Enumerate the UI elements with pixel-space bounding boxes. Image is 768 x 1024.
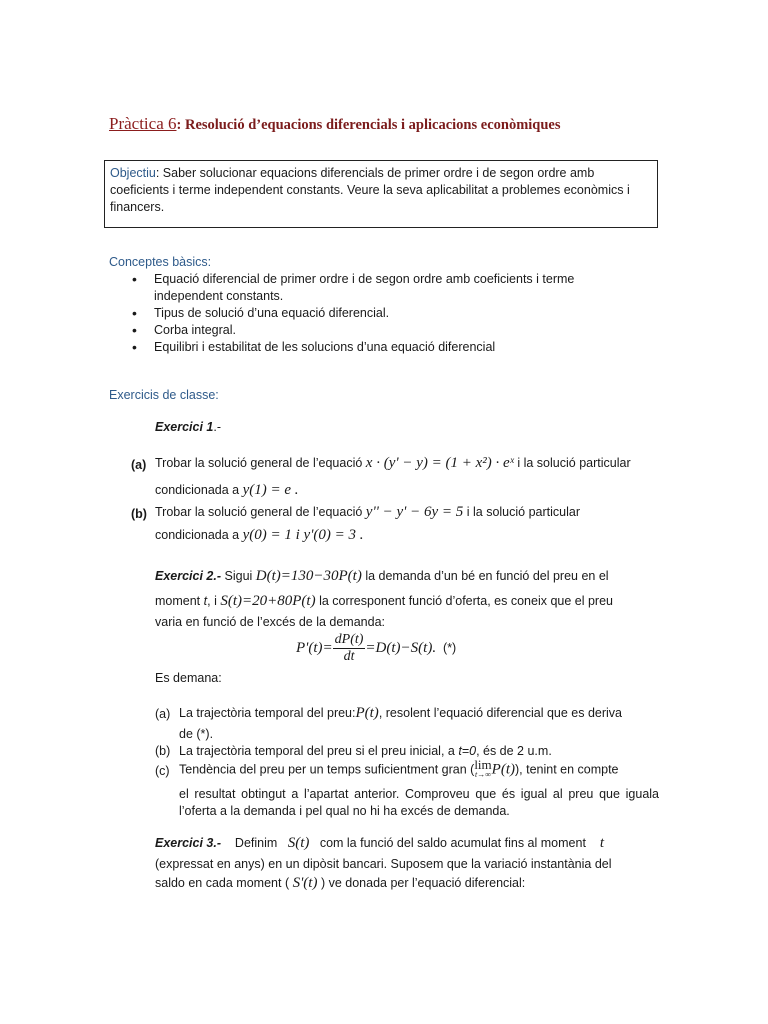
ex2-supply-equation: S(t)=20+80P(t): [220, 593, 316, 609]
ex2-item-c-text2: ), tenint en compte: [514, 762, 619, 777]
ex2-item-a-text1: La trajectòria temporal del preu:: [179, 706, 356, 720]
exercise-1-title: [155, 419, 221, 436]
concepts-heading: Conceptes bàsics:: [109, 255, 212, 269]
ex3-text2: com la funció del saldo acumulat fins al moment: [319, 836, 586, 850]
ex3-line3: [155, 875, 525, 892]
exercises-heading: Exercicis de classe:: [109, 388, 219, 402]
ex3-text4a: saldo en cada moment (: [155, 876, 290, 890]
ex2-differential-equation: [296, 632, 456, 665]
ex3-derivative: S'(t): [292, 875, 318, 891]
ex3-text3: (expressat en anys) en un dipòsit bancari. Suposem que la variació instantània del: [155, 857, 612, 871]
ex3-text4b: ) ve donada per l’equació diferencial:: [320, 876, 526, 890]
ex1-a-line1: [155, 455, 658, 472]
ex2-line1: [155, 568, 658, 585]
ex2-item-c-text1: Tendència del preu per un temps suficientment gran (: [179, 762, 475, 777]
ex1-a-equation: x · (y' − y) = (1 + x²) · eˣ: [365, 455, 514, 471]
ex1-a-text1: Trobar la solució general de l’equació: [155, 456, 363, 470]
ex2-item-a: [179, 705, 659, 722]
ex1-b-condition: y(0) = 1 i y'(0) = 3 .: [242, 527, 364, 543]
ex2-item-a-math: P(t): [355, 705, 379, 721]
ex1-a-text3: condicionada a: [155, 483, 240, 497]
list-item: • Corba integral.: [128, 322, 588, 339]
ex2-text2: la demanda d’un bé en funció del preu en el: [365, 569, 609, 583]
title-prefix: Pràctica 6: [109, 114, 177, 133]
ex2-eq-denominator: dt: [343, 649, 355, 664]
ex2-item-c-limit: [474, 757, 492, 780]
ex1-a-line2: [155, 482, 299, 499]
ex2-item-b: [179, 743, 552, 760]
limit-subscript: t→∞: [475, 770, 491, 779]
ex1-b-text2: i la solució particular: [466, 505, 580, 519]
objective-label: Objectiu: [110, 166, 156, 180]
ex2-item-b-label: (b): [155, 744, 171, 758]
ex1-a-label: (a): [131, 458, 147, 472]
ex2-item-b-time: t=0: [458, 744, 477, 758]
ex2-eq-numerator: dP(t): [334, 632, 364, 647]
list-item: • Equació diferencial de primer ordre i de segon ordre amb coeficients i terme independent constants.: [128, 271, 588, 305]
list-item: • Equilibri i estabilitat de les solucions d’una equació diferencial: [128, 339, 588, 356]
exercise-1-suffix: .-: [213, 420, 222, 434]
ex2-item-a-label: (a): [155, 707, 171, 721]
ex2-text1: Sigui: [224, 569, 253, 583]
ex2-item-c-function: P(t): [491, 761, 515, 778]
ex2-item-c-text3: el resultat obtingut a l’apartat anterior. Comproveu que és igual al preu que iguala l’oferta a la demanda i pel qual no hi ha excés de demanda.: [179, 787, 659, 818]
ex2-demand-equation: D(t)=130−30P(t): [255, 568, 362, 584]
objective-box: [104, 160, 658, 228]
ex3-function: S(t): [287, 835, 310, 851]
exercise-2-title: Exercici 2.-: [155, 569, 222, 583]
ex2-eq-rhs: =D(t)−S(t).: [365, 639, 437, 656]
ex2-text4: la corresponent funció d’oferta, es coneix que el preu: [319, 594, 613, 608]
title-subtitle: Resolució d’equacions diferencials i aplicacions econòmiques: [181, 117, 561, 133]
title-colon: :: [176, 117, 182, 133]
ex2-eq-lhs: P'(t)=: [296, 639, 333, 656]
ex1-b-line2: [155, 527, 364, 544]
ex2-text5: varia en funció de l’excés de la demanda:: [155, 615, 386, 629]
list-item: • Tipus de solució d’una equació diferencial.: [128, 305, 588, 322]
ex2-item-c-label: (c): [155, 764, 170, 778]
ex2-item-c: [179, 757, 659, 780]
ex1-b-equation: y'' − y' − 6y = 5: [365, 504, 464, 520]
exercise-3-title: Exercici 3.-: [155, 836, 222, 850]
ex1-b-line1: [155, 504, 580, 521]
concepts-list: [128, 271, 588, 356]
ex2-text3a: moment: [155, 594, 201, 608]
ex3-line1: [155, 835, 658, 852]
ex2-eq-tag: (*): [443, 640, 457, 655]
limit-operator: lim: [474, 757, 492, 772]
ex2-eq-fraction: [333, 632, 366, 665]
ex2-line2: [155, 593, 658, 610]
ex1-a-text2: i la solució particular: [517, 456, 631, 470]
ex2-item-a-text2: , resolent l’equació diferencial que es deriva: [378, 706, 623, 720]
exercise-1-name: Exercici 1: [155, 420, 214, 434]
ex2-asks: Es demana:: [155, 671, 222, 685]
objective-text: : Saber solucionar equacions diferencials de primer ordre i de segon ordre amb coeficients i terme independent constants. Veure la seva aplicabilitat a problemes econòmics i financers.: [110, 166, 630, 214]
ex2-item-a-text3: de (*).: [179, 727, 214, 741]
page-title: [109, 115, 561, 134]
ex2-item-b-text1: La trajectòria temporal del preu si el preu inicial, a: [179, 744, 455, 758]
ex1-b-text1: Trobar la solució general de l’equació: [155, 505, 363, 519]
ex3-time-var: t: [599, 835, 604, 851]
ex2-text3b: , i: [207, 594, 217, 608]
ex2-item-b-text2: , és de 2 u.m.: [476, 744, 552, 758]
ex1-b-text3: condicionada a: [155, 528, 240, 542]
ex3-text1: Definim: [234, 836, 278, 850]
ex1-b-label: (b): [131, 507, 147, 521]
ex1-a-condition: y(1) = e .: [242, 482, 299, 498]
ex2-text3-var: t: [203, 594, 208, 608]
